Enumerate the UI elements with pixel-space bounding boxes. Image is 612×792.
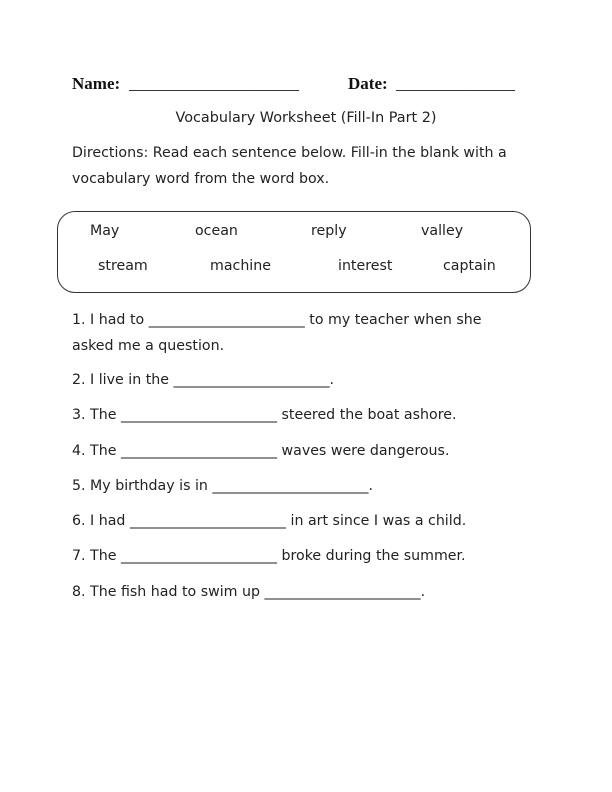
question-7: 7. The ______________________ broke during the summer. (72, 548, 466, 564)
word-valley: valley (421, 223, 464, 239)
directions-line-1: Directions: Read each sentence below. Fill-in the blank with a (72, 145, 507, 161)
question-6: 6. I had ______________________ in art since I was a child. (72, 513, 467, 529)
word-stream: stream (98, 258, 148, 274)
word-may: May (90, 223, 120, 239)
question-5: 5. My birthday is in ______________________. (72, 478, 373, 494)
question-1-line-1: 1. I had to ______________________ to my teacher when she (72, 312, 482, 328)
page-title: Vocabulary Worksheet (Fill-In Part 2) (175, 110, 437, 126)
question-2: 2. I live in the ______________________. (72, 372, 335, 388)
name-label: Name: (72, 74, 121, 93)
question-8: 8. The fish had to swim up ______________________. (72, 584, 426, 600)
date-label: Date: (348, 74, 388, 93)
word-machine: machine (210, 258, 271, 274)
word-captain: captain (443, 258, 496, 274)
question-4: 4. The ______________________ waves were dangerous. (72, 443, 450, 459)
word-ocean: ocean (195, 223, 238, 239)
directions-line-2: vocabulary word from the word box. (72, 171, 330, 187)
question-3: 3. The ______________________ steered the boat ashore. (72, 407, 457, 423)
word-reply: reply (311, 223, 347, 239)
word-interest: interest (338, 258, 393, 274)
date-blank[interactable]: ______________ (396, 74, 515, 93)
question-1-line-2: asked me a question. (72, 338, 225, 354)
name-blank[interactable]: ____________________ (129, 74, 299, 93)
